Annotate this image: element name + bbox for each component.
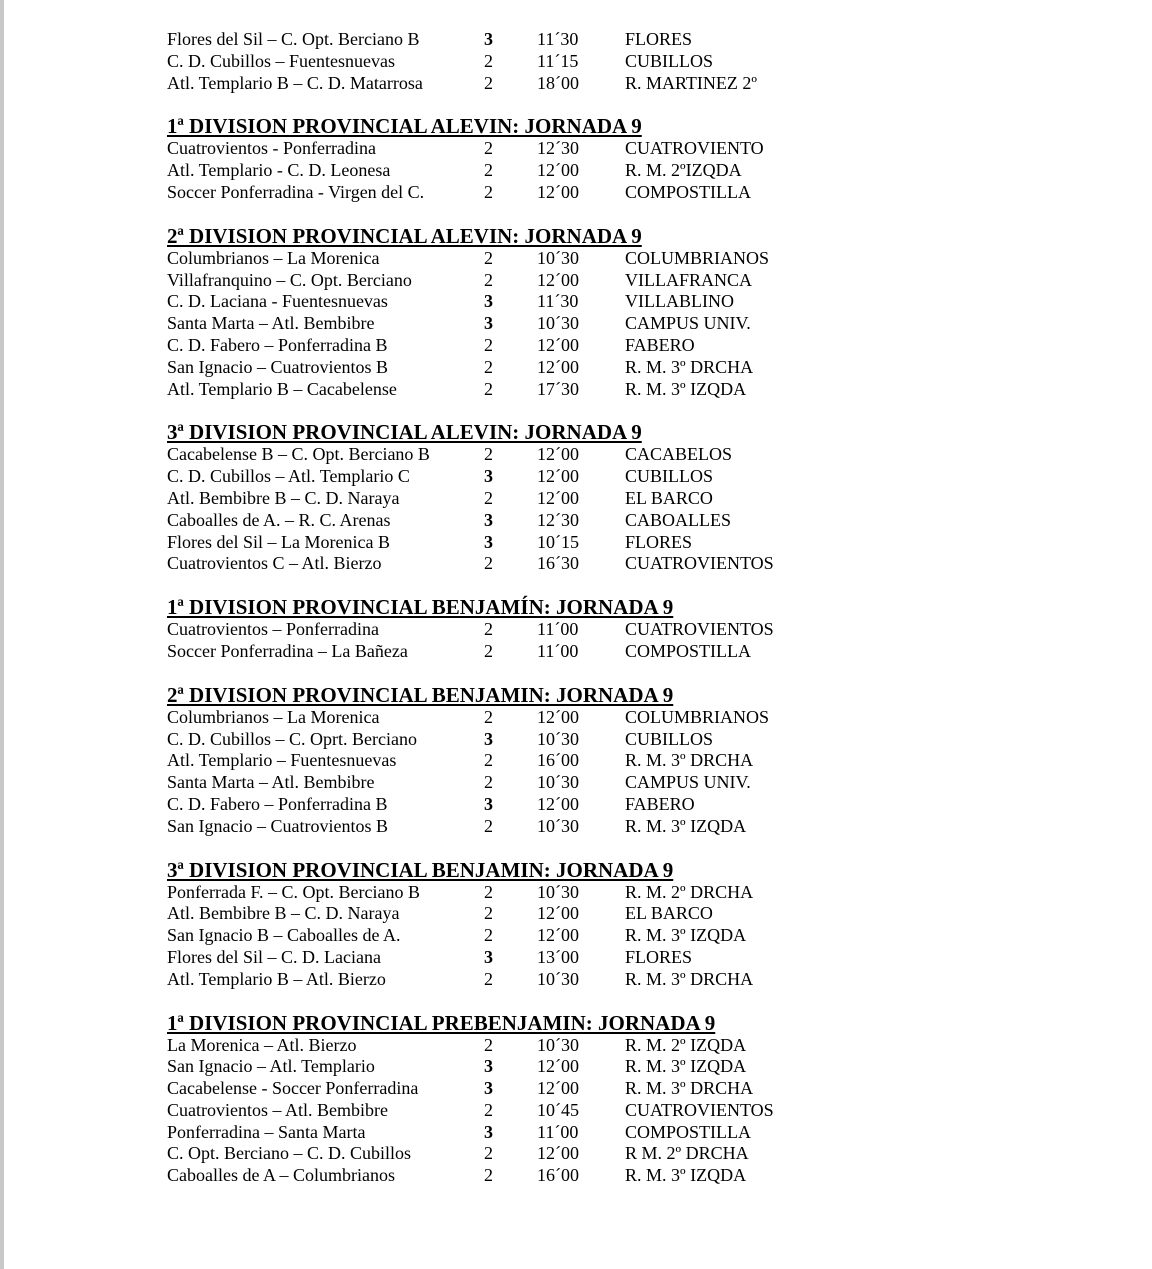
match-category: 2	[484, 750, 493, 771]
division-section	[167, 29, 967, 94]
match-teams: Atl. Templario – Fuentesnuevas	[167, 750, 397, 771]
match-time: 11´00	[537, 1121, 579, 1142]
match-teams: C. Opt. Berciano – C. D. Cubillos	[167, 1143, 411, 1164]
match-category: 2	[484, 706, 493, 727]
match-category: 3	[484, 29, 493, 49]
match-row	[167, 138, 967, 160]
match-row	[167, 969, 967, 991]
match-time: 12´00	[537, 466, 579, 487]
match-teams: Soccer Ponferradina – La Bañeza	[167, 640, 408, 661]
match-category: 2	[484, 815, 493, 836]
match-time: 12´00	[537, 181, 579, 202]
match-category: 3	[484, 1056, 493, 1077]
match-time: 16´00	[537, 1165, 579, 1186]
match-teams: Cuatrovientos – Ponferradina	[167, 619, 379, 640]
match-teams: Santa Marta – Atl. Bembibre	[167, 772, 375, 793]
match-category: 2	[484, 181, 493, 202]
match-time: 12´00	[537, 925, 579, 946]
division-heading: 2ª DIVISION PROVINCIAL ALEVIN: JORNADA 9	[167, 223, 642, 248]
match-category: 2	[484, 356, 493, 377]
match-time: 12´00	[537, 1143, 579, 1164]
match-teams: Atl. Templario B – C. D. Matarrosa	[167, 72, 423, 93]
match-row	[167, 51, 967, 73]
match-teams: Ponferradina – Santa Marta	[167, 1121, 366, 1142]
match-time: 12´00	[537, 444, 579, 465]
match-category: 3	[484, 793, 493, 814]
match-row	[167, 270, 967, 292]
match-teams: Atl. Bembibre B – C. D. Naraya	[167, 903, 400, 924]
match-teams: San Ignacio – Cuatrovientos B	[167, 356, 388, 377]
page-left-border	[0, 0, 4, 1269]
division-section	[167, 595, 967, 663]
match-category: 2	[484, 553, 493, 574]
match-row	[167, 510, 967, 532]
match-category: 2	[484, 72, 493, 93]
match-teams: Santa Marta – Atl. Bembibre	[167, 313, 375, 334]
match-time: 10´30	[537, 1034, 579, 1055]
match-field: R. MARTINEZ 2º	[625, 72, 757, 93]
match-row	[167, 772, 967, 794]
match-category: 3	[484, 291, 493, 312]
match-row	[167, 73, 967, 95]
match-time: 12´00	[537, 1056, 579, 1077]
match-field: CAMPUS UNIV.	[625, 313, 751, 334]
match-field: CAMPUS UNIV.	[625, 772, 751, 793]
match-teams: C. D. Fabero – Ponferradina B	[167, 793, 388, 814]
match-field: COMPOSTILLA	[625, 181, 752, 202]
match-teams: Caboalles de A. – R. C. Arenas	[167, 509, 391, 530]
match-field: COMPOSTILLA	[625, 1121, 752, 1142]
match-teams: C. D. Cubillos – Fuentesnuevas	[167, 50, 395, 71]
match-time: 10´30	[537, 772, 579, 793]
match-time: 12´00	[537, 334, 579, 355]
match-time: 10´30	[537, 815, 579, 836]
match-category: 3	[484, 946, 493, 967]
match-teams: Atl. Templario - C. D. Leonesa	[167, 160, 391, 181]
match-row	[167, 248, 967, 270]
match-time: 10´30	[537, 728, 579, 749]
match-field: R. M. 2º DRCHA	[625, 881, 754, 902]
match-time: 11´00	[537, 619, 579, 640]
match-field: R. M. 3º DRCHA	[625, 356, 754, 377]
match-teams: Cuatrovientos – Atl. Bembibre	[167, 1099, 388, 1120]
match-field: CUATROVIENTOS	[625, 553, 774, 574]
match-time: 12´00	[537, 903, 579, 924]
match-row	[167, 1143, 967, 1165]
match-row	[167, 816, 967, 838]
match-time: 12´00	[537, 160, 579, 181]
match-category: 2	[484, 881, 493, 902]
match-time: 10´45	[537, 1099, 579, 1120]
match-row	[167, 1078, 967, 1100]
match-time: 10´30	[537, 881, 579, 902]
division-section	[167, 1011, 967, 1188]
match-time: 10´15	[537, 531, 579, 552]
match-teams: Columbrianos – La Morenica	[167, 706, 380, 727]
division-section	[167, 114, 967, 203]
match-category: 3	[484, 728, 493, 749]
division-heading: 1ª DIVISION PROVINCIAL PREBENJAMIN: JORNADA 9	[167, 1010, 716, 1035]
match-field: CUATROVIENTOS	[625, 1099, 774, 1120]
match-row	[167, 182, 967, 204]
match-field: R. M. 3º IZQDA	[625, 1056, 747, 1077]
match-time: 12´00	[537, 1078, 579, 1099]
match-field: FLORES	[625, 29, 693, 49]
match-teams: Ponferrada F. – C. Opt. Berciano B	[167, 881, 421, 902]
match-row	[167, 925, 967, 947]
match-category: 2	[484, 772, 493, 793]
match-row	[167, 641, 967, 663]
schedule-document	[167, 29, 967, 1187]
division-section	[167, 224, 967, 401]
match-time: 12´00	[537, 706, 579, 727]
match-row	[167, 488, 967, 510]
match-row	[167, 553, 967, 575]
match-field: CUBILLOS	[625, 466, 714, 487]
match-category: 2	[484, 487, 493, 508]
match-row	[167, 619, 967, 641]
match-time: 12´00	[537, 487, 579, 508]
match-category: 3	[484, 1121, 493, 1142]
match-time: 12´00	[537, 793, 579, 814]
match-category: 2	[484, 640, 493, 661]
match-time: 16´00	[537, 750, 579, 771]
match-time: 10´30	[537, 313, 579, 334]
match-row	[167, 357, 967, 379]
match-row	[167, 444, 967, 466]
match-teams: Caboalles de A – Columbrianos	[167, 1165, 395, 1186]
match-field: FABERO	[625, 793, 695, 814]
match-time: 13´00	[537, 946, 579, 967]
match-category: 2	[484, 968, 493, 989]
match-time: 11´30	[537, 291, 579, 312]
match-teams: San Ignacio – Atl. Templario	[167, 1056, 375, 1077]
division-heading: 3ª DIVISION PROVINCIAL BENJAMIN: JORNADA 9	[167, 857, 674, 882]
match-category: 2	[484, 160, 493, 181]
match-teams: San Ignacio B – Caboalles de A.	[167, 925, 401, 946]
match-category: 2	[484, 247, 493, 268]
match-row	[167, 1056, 967, 1078]
match-field: R. M. 3º IZQDA	[625, 378, 747, 399]
match-teams: C. D. Laciana - Fuentesnuevas	[167, 291, 388, 312]
match-teams: C. D. Cubillos – Atl. Templario C	[167, 466, 410, 487]
division-heading: 1ª DIVISION PROVINCIAL BENJAMÍN: JORNADA 9	[167, 595, 674, 620]
match-category: 2	[484, 444, 493, 465]
match-teams: Cuatrovientos C – Atl. Bierzo	[167, 553, 382, 574]
match-category: 3	[484, 509, 493, 530]
match-row	[167, 466, 967, 488]
match-category: 2	[484, 1099, 493, 1120]
match-time: 12´00	[537, 356, 579, 377]
match-field: VILLABLINO	[625, 291, 734, 312]
match-time: 11´15	[537, 50, 579, 71]
match-row	[167, 29, 967, 51]
match-field: CUATROVIENTOS	[625, 619, 774, 640]
match-category: 2	[484, 269, 493, 290]
match-category: 3	[484, 531, 493, 552]
match-row	[167, 1100, 967, 1122]
match-field: FLORES	[625, 531, 693, 552]
match-teams: Soccer Ponferradina - Virgen del C.	[167, 181, 425, 202]
match-field: R. M. 3º DRCHA	[625, 750, 754, 771]
match-category: 2	[484, 619, 493, 640]
match-category: 2	[484, 1165, 493, 1186]
match-teams: Cacabelense B – C. Opt. Berciano B	[167, 444, 430, 465]
match-category: 3	[484, 1078, 493, 1099]
match-field: FABERO	[625, 334, 695, 355]
match-time: 12´00	[537, 269, 579, 290]
match-category: 2	[484, 334, 493, 355]
match-category: 2	[484, 138, 493, 159]
match-category: 3	[484, 466, 493, 487]
match-time: 10´30	[537, 247, 579, 268]
match-field: R M. 2º DRCHA	[625, 1143, 749, 1164]
match-field: CUATROVIENTO	[625, 138, 764, 159]
match-field: R. M. 3º IZQDA	[625, 815, 747, 836]
match-field: EL BARCO	[625, 487, 713, 508]
match-time: 12´30	[537, 509, 579, 530]
match-row	[167, 729, 967, 751]
match-teams: La Morenica – Atl. Bierzo	[167, 1034, 357, 1055]
match-time: 11´00	[537, 640, 579, 661]
match-teams: C. D. Fabero – Ponferradina B	[167, 334, 388, 355]
match-row	[167, 532, 967, 554]
match-teams: Flores del Sil – C. D. Laciana	[167, 946, 381, 967]
match-category: 2	[484, 1143, 493, 1164]
match-field: COMPOSTILLA	[625, 640, 752, 661]
match-teams: San Ignacio – Cuatrovientos B	[167, 815, 388, 836]
match-row	[167, 750, 967, 772]
match-field: R. M. 2º IZQDA	[625, 1034, 747, 1055]
match-teams: Flores del Sil – C. Opt. Berciano B	[167, 29, 420, 49]
match-teams: Atl. Bembibre B – C. D. Naraya	[167, 487, 400, 508]
match-category: 2	[484, 1034, 493, 1055]
match-category: 2	[484, 50, 493, 71]
match-time: 11´30	[537, 29, 579, 49]
match-row	[167, 313, 967, 335]
match-row	[167, 707, 967, 729]
match-field: CUBILLOS	[625, 728, 714, 749]
match-teams: Cacabelense - Soccer Ponferradina	[167, 1078, 419, 1099]
match-row	[167, 335, 967, 357]
match-row	[167, 379, 967, 401]
match-teams: Flores del Sil – La Morenica B	[167, 531, 390, 552]
division-heading: 2ª DIVISION PROVINCIAL BENJAMIN: JORNADA 9	[167, 682, 674, 707]
match-row	[167, 1165, 967, 1187]
match-field: CACABELOS	[625, 444, 733, 465]
match-teams: Cuatrovientos - Ponferradina	[167, 138, 376, 159]
match-field: EL BARCO	[625, 903, 713, 924]
match-teams: C. D. Cubillos – C. Oprt. Berciano	[167, 728, 417, 749]
match-row	[167, 1122, 967, 1144]
match-field: R. M. 3º IZQDA	[625, 925, 747, 946]
match-row	[167, 160, 967, 182]
match-category: 2	[484, 903, 493, 924]
division-section	[167, 683, 967, 838]
match-row	[167, 291, 967, 313]
match-teams: Villafranquino – C. Opt. Berciano	[167, 269, 412, 290]
match-time: 17´30	[537, 378, 579, 399]
match-time: 16´30	[537, 553, 579, 574]
match-field: CUBILLOS	[625, 50, 714, 71]
match-field: FLORES	[625, 946, 693, 967]
division-section	[167, 420, 967, 575]
division-heading: 1ª DIVISION PROVINCIAL ALEVIN: JORNADA 9	[167, 114, 642, 139]
match-teams: Atl. Templario B – Cacabelense	[167, 378, 397, 399]
match-field: R. M. 2ºIZQDA	[625, 160, 742, 181]
match-field: R. M. 3º DRCHA	[625, 1078, 754, 1099]
match-teams: Columbrianos – La Morenica	[167, 247, 380, 268]
match-category: 2	[484, 925, 493, 946]
match-field: R. M. 3º DRCHA	[625, 968, 754, 989]
match-category: 2	[484, 378, 493, 399]
division-section	[167, 858, 967, 991]
match-time: 10´30	[537, 968, 579, 989]
match-field: CABOALLES	[625, 509, 732, 530]
match-time: 12´30	[537, 138, 579, 159]
match-field: COLUMBRIANOS	[625, 247, 770, 268]
match-field: COLUMBRIANOS	[625, 706, 770, 727]
match-teams: Atl. Templario B – Atl. Bierzo	[167, 968, 386, 989]
match-time: 18´00	[537, 72, 579, 93]
match-category: 3	[484, 313, 493, 334]
match-field: R. M. 3º IZQDA	[625, 1165, 747, 1186]
division-heading: 3ª DIVISION PROVINCIAL ALEVIN: JORNADA 9	[167, 420, 642, 445]
match-row	[167, 882, 967, 904]
match-row	[167, 794, 967, 816]
match-field: VILLAFRANCA	[625, 269, 753, 290]
match-row	[167, 1035, 967, 1057]
match-row	[167, 903, 967, 925]
match-row	[167, 947, 967, 969]
